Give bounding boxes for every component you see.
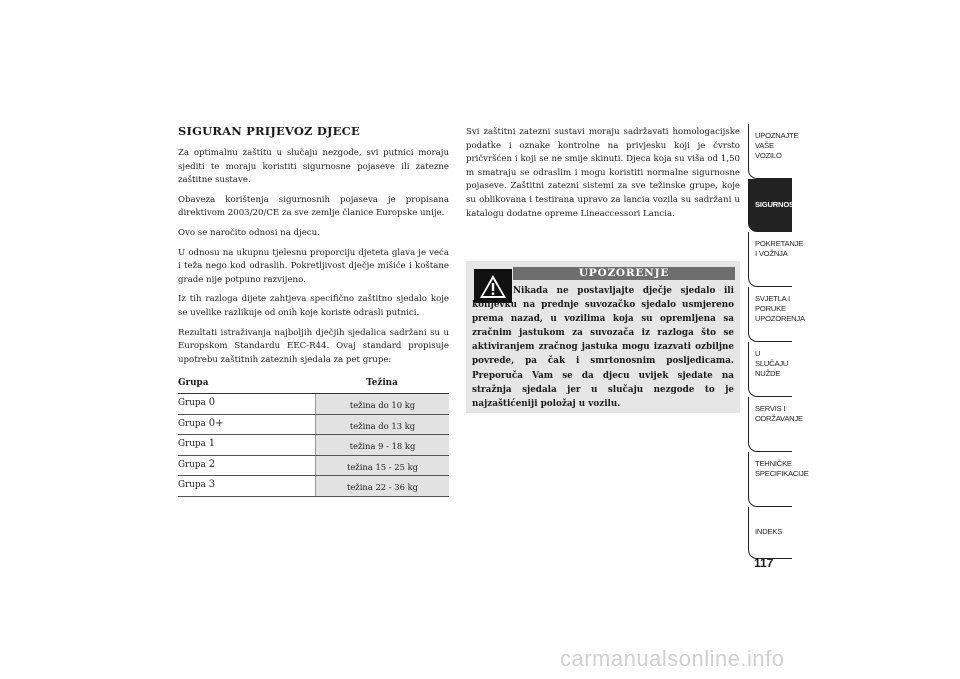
group-number: 0+ [208,417,224,429]
table-row [178,435,449,456]
group-number: 1 [208,438,216,449]
group-number: 3 [208,479,216,490]
weight-value: težina 9 - 18 kg [315,435,449,455]
header-weight: Težina [366,378,398,388]
paragraph: Iz tih razloga dijete zahtjeva specifično zaštitno sjedalo koje se uvelike razlikuje od onih koje koriste odrasli putnici. [178,294,449,318]
group-label: Grupa [178,480,206,490]
warning-title: UPOZORENJE [513,267,735,280]
chapter-tabs [748,124,809,559]
tab-u-slucaju-nuzde[interactable]: U SLUČAJU NUŽDE [748,342,792,397]
table-row [178,476,449,497]
weight-group-table [178,378,449,497]
tab-tehnicke-specifikacije[interactable]: TEHNIČKE SPECIFIKACIJE [748,452,792,507]
weight-value: težina 15 - 25 kg [315,456,449,476]
group-number: 2 [208,458,216,470]
table-row [178,394,449,415]
left-column [178,124,449,373]
section-title: SIGURAN PRIJEVOZ DJECE [178,124,360,138]
table-header [178,378,449,394]
paragraph: Svi zaštitni zatezni sustavi moraju sadržavati homologacijske podatke i oznake kontrolne na privjesku koji je čvrsto pričvršćen i koji se ne smije skinuti. Djeca koja su viša od 1,50 m smatraju se odraslim i mogu koristiti normalne sigurnosne pojaseve. Zaštitni zatezni sistemi za sve težinske grupe, koje su oblikovana i testirana upravo za lancia vozila su sadržani u katalogu dodatne opreme Lineaccessori Lancia. [466,127,740,219]
group-label: Grupa [178,459,206,470]
paragraph: Za optimalnu zaštitu u slučaju nezgode, svi putnici moraju sjediti te moraju koristiti sigurnosne pojaseve ili zatezne zaštitne sustave. [178,148,449,186]
tab-sigurnost[interactable]: SIGURNOST [748,179,792,232]
tab-servis-i-odrzavanje[interactable]: SERVIS I ODRŽAVANJE [748,397,792,452]
weight-value: težina do 13 kg [315,415,449,435]
warning-box [466,261,740,413]
tab-pokretanje-i-voznja[interactable]: POKRETANJE I VOŽNJA [748,232,792,287]
weight-value: težina do 10 kg [315,394,449,414]
watermark: carmanualsonline.info [560,646,785,671]
tab-upoznajte-vase-vozilo[interactable]: UPOZNAJTE VAŠE VOZILO [748,124,792,179]
group-label: Grupa [178,398,206,408]
header-group: Grupa [178,378,209,388]
paragraph: Rezultati istraživanja najboljih dječjih sjedalica sadržani su u Europskom Standardu EEC-R44. Ovaj standard propisuje upotrebu zaštitnih zateznih sjedala za pet grupe: [178,327,449,365]
paragraph: U odnosu na ukupnu tjelesnu proporciju djeteta glava je veća i teža nego kod odraslih. Pokretljivost dječje mišiće i koštane grade nije potpuno razvijeno. [178,247,449,285]
table-row [178,415,449,436]
group-label: Grupa [178,418,206,429]
tab-indeks[interactable]: INDEKS [748,507,792,559]
warning-text: Nikada ne postavljajte dječje sjedalo ili kolijevku na prednje suvozačko sjedalo usmjereno prema nazad, u vozilima koja su opremljena sa zračnim jastukom za suvozača iz razloga što se aktiviranjem zračnog jastuka mogu izazvati ozbiljne povrede, pa čak i smrtonosnim posljedicama. Preporuča Vam se da djecu uvijek sjedate na stražnja sjedala jer u slučaju nezgode to je najzaštićeniji položaj u vozilu. [472,286,734,409]
page-number: 117 [754,556,774,570]
paragraph: Obaveza korištenja sigurnosnih pojaseva je propisana direktivom 2003/20/CE za sve zemlje članice Europske unije. [178,194,449,219]
right-column [466,126,740,227]
weight-value: težina 22 - 36 kg [315,476,449,496]
paragraph: Ovo se naročito odnosi na djecu. [178,227,320,238]
group-number: 0 [208,397,216,408]
tab-svjetla-i-poruke[interactable]: SVJETLA I PORUKE UPOZORENJA [748,287,792,342]
group-label: Grupa [178,439,206,449]
table-row [178,456,449,477]
